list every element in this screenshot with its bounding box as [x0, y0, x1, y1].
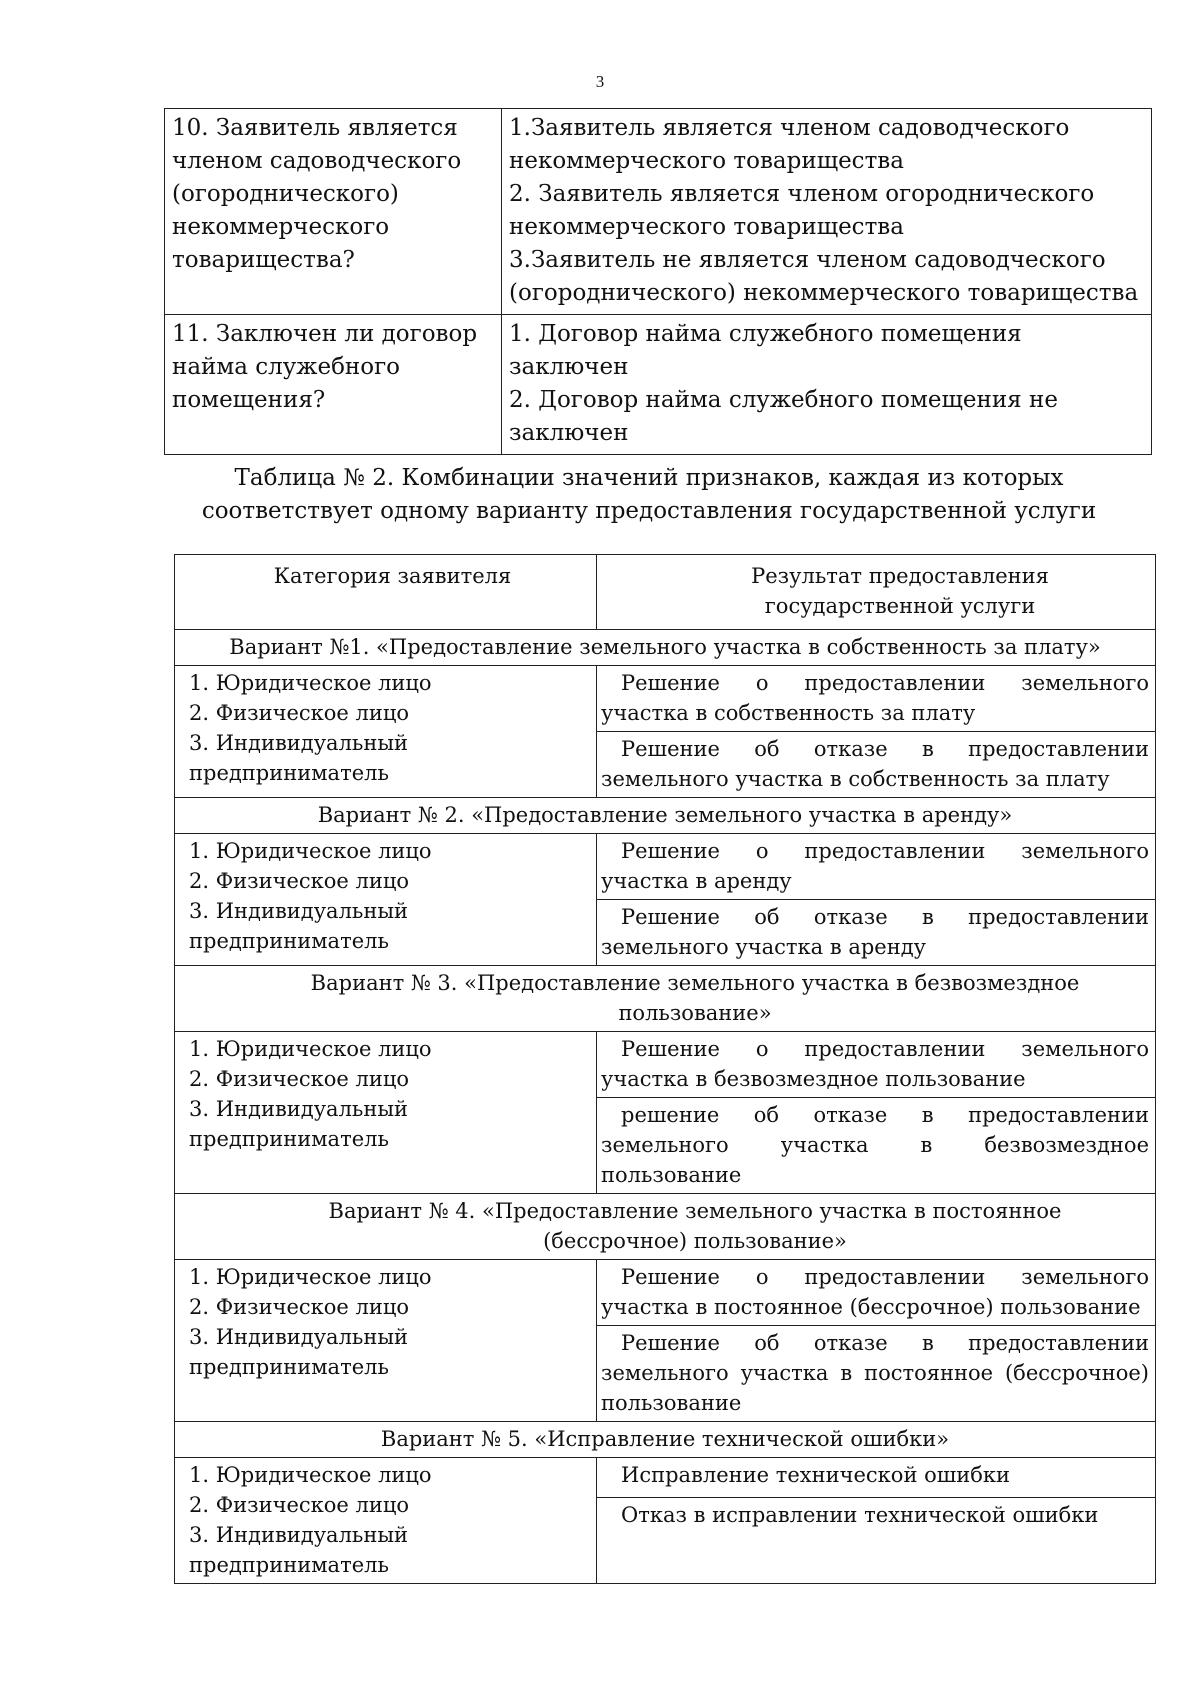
header-result: Результат предоставления государственной услуги — [597, 555, 1156, 630]
category-cell — [175, 1260, 597, 1422]
result-cell: решение об отказе в предоставлении земельного участка в безвозмездное пользование — [597, 1098, 1156, 1194]
category-cell — [175, 1458, 597, 1584]
category-item: 1. Юридическое лицо — [189, 1037, 432, 1061]
category-cell — [175, 666, 597, 798]
variants-table — [174, 554, 1156, 1584]
answer-option: 3.Заявитель не является членом садоводческого (огороднического) некоммерческого товарищества — [509, 247, 1139, 306]
table-caption: Таблица № 2. Комбинации значений признаков, каждая из которых соответствует одному варианту предоставления государственной услуги — [201, 465, 1097, 524]
category-cell — [175, 834, 597, 966]
question-cell: 11. Заключен ли договор найма служебного помещения? — [165, 315, 502, 455]
variant-title-row — [175, 1194, 1156, 1260]
table-row — [175, 1260, 1156, 1326]
answer-option: 1.Заявитель является членом садоводческого некоммерческого товарищества — [509, 115, 1070, 174]
category-item: 3. Индивидуальный предприниматель — [189, 1523, 409, 1577]
category-item: 2. Физическое лицо — [189, 869, 410, 893]
category-cell — [175, 1032, 597, 1194]
answers-cell — [502, 315, 1152, 455]
category-item: 2. Физическое лицо — [189, 1295, 410, 1319]
table-row — [175, 1032, 1156, 1098]
question-cell: 10. Заявитель является членом садоводческого (огороднического) некоммерческого товарищества? — [165, 109, 502, 315]
variant-title: Вариант № 5. «Исправление технической ошибки» — [175, 1422, 1156, 1458]
table-row — [165, 315, 1152, 455]
category-item: 2. Физическое лицо — [189, 1067, 410, 1091]
variant-title: Вариант № 3. «Предоставление земельного участка в безвозмездное пользование» — [175, 966, 1156, 1032]
answer-option: 1. Договор найма служебного помещения заключен — [509, 321, 1022, 380]
result-cell: Отказ в исправлении технической ошибки — [597, 1498, 1156, 1584]
variant-title-row — [175, 630, 1156, 666]
answers-cell — [502, 109, 1152, 315]
answer-option: 2. Заявитель является членом огороднического некоммерческого товарищества — [509, 181, 1095, 240]
result-cell: Решение о предоставлении земельного участка в собственность за плату — [597, 666, 1156, 732]
variant-title-row — [175, 966, 1156, 1032]
table-header-row — [175, 555, 1156, 630]
result-cell: Решение об отказе в предоставлении земельного участка в аренду — [597, 900, 1156, 966]
page-number: 3 — [595, 72, 605, 91]
variant-title: Вариант №1. «Предоставление земельного участка в собственность за плату» — [175, 630, 1156, 666]
table-row — [175, 1458, 1156, 1498]
result-cell: Решение о предоставлении земельного участка в аренду — [597, 834, 1156, 900]
table-row — [165, 109, 1152, 315]
category-item: 1. Юридическое лицо — [189, 1265, 432, 1289]
category-item: 3. Индивидуальный предприниматель — [189, 1325, 409, 1379]
result-cell: Решение о предоставлении земельного участка в безвозмездное пользование — [597, 1032, 1156, 1098]
variant-title-row — [175, 1422, 1156, 1458]
result-cell: Решение об отказе в предоставлении земельного участка в постоянное (бессрочное) пользование — [597, 1326, 1156, 1422]
category-item: 3. Индивидуальный предприниматель — [189, 1097, 409, 1151]
category-item: 1. Юридическое лицо — [189, 1463, 432, 1487]
category-item: 3. Индивидуальный предприниматель — [189, 731, 409, 785]
category-item: 2. Физическое лицо — [189, 701, 410, 725]
result-cell: Решение об отказе в предоставлении земельного участка в собственность за плату — [597, 732, 1156, 798]
variant-title: Вариант № 4. «Предоставление земельного участка в постоянное (бессрочное) пользование» — [175, 1194, 1156, 1260]
header-category: Категория заявителя — [175, 555, 597, 630]
result-cell: Исправление технической ошибки — [597, 1458, 1156, 1498]
criteria-table — [164, 108, 1152, 455]
variant-title-row — [175, 798, 1156, 834]
variant-title: Вариант № 2. «Предоставление земельного участка в аренду» — [175, 798, 1156, 834]
category-item: 1. Юридическое лицо — [189, 671, 432, 695]
table-row — [175, 834, 1156, 900]
table-row — [175, 666, 1156, 732]
result-cell: Решение о предоставлении земельного участка в постоянное (бессрочное) пользование — [597, 1260, 1156, 1326]
category-item: 1. Юридическое лицо — [189, 839, 432, 863]
answer-option: 2. Договор найма служебного помещения не заключен — [509, 387, 1058, 446]
category-item: 3. Индивидуальный предприниматель — [189, 899, 409, 953]
category-item: 2. Физическое лицо — [189, 1493, 410, 1517]
